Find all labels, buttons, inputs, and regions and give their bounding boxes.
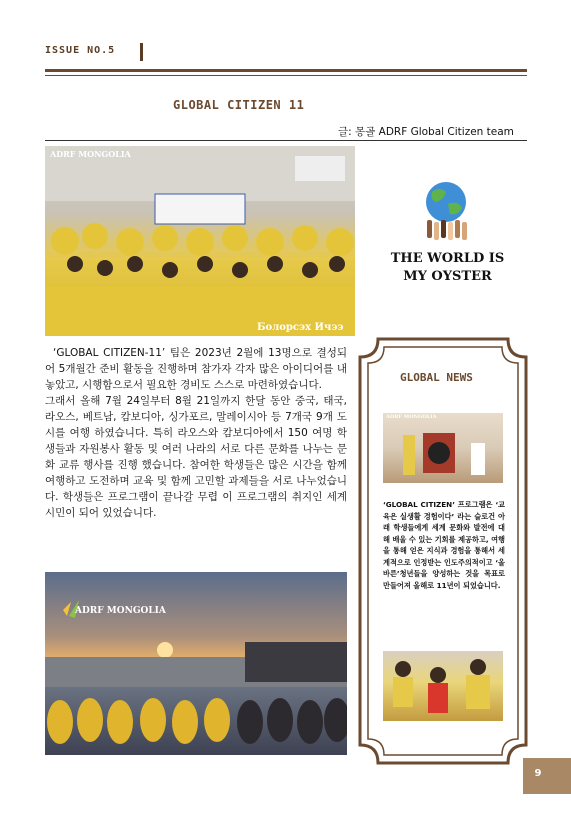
news-photo-1 — [383, 413, 503, 483]
news-photo-2-illustration — [383, 651, 503, 721]
top-rule-thin — [45, 75, 527, 76]
photo-watermark: ADRF MONGOLIA — [50, 149, 131, 159]
article-paragraph-1: ‘GLOBAL CITIZEN-11’ 팀은 2023년 2월에 13명으로 결성되어 5개월간 준비 활동을 진행하며 참가자 각자 많은 아이디어를 내놓았고, 시행함으로서 필요한 경비도 스스로 마련하였습니다. — [45, 347, 347, 391]
news-text: ‘GLOBAL CITIZEN’ 프로그램은 ‘교육은 실생활 경험이다’ 라는 슬로건 아래 학생들에게 세계 문화와 발전에 대해 배울 수 있는 기회를 제공하고, 여행을 통해 얻은 지식과 경험을 통해서 세계적으로 인정받는 인도주의적이고 ‘올바른’청년들을 양성하는 것을 목표로 만들어져 올해로 11년이 되었습니다. — [383, 500, 505, 590]
photo-watermark: ADRF MONGOLIA — [75, 606, 166, 616]
byline-rule — [45, 140, 527, 141]
news-title: GLOBAL NEWS — [400, 371, 473, 384]
news-photo-2 — [383, 651, 503, 721]
page-number: 9 — [534, 768, 542, 779]
article-body — [45, 345, 347, 521]
article-title: GLOBAL CITIZEN 11 — [173, 98, 305, 112]
news-photo-1-illustration — [383, 413, 503, 483]
top-rule-thick — [45, 69, 527, 72]
motto: THE WORLD IS MY OYSTER — [390, 251, 505, 284]
issue-divider — [140, 43, 143, 61]
sunset-photo — [45, 572, 347, 755]
photo-watermark: ADRF MONGOLIA — [386, 414, 437, 420]
group-photo — [45, 146, 355, 336]
globe-hands-icon — [418, 178, 474, 242]
issue-label: ISSUE NO.5 — [45, 45, 116, 56]
group-photo-illustration — [45, 146, 355, 336]
photo-caption: Болорсэх Ичээ — [257, 322, 344, 333]
article-paragraph-2: 그래서 올해 7월 24일부터 8월 21일까지 한달 동안 중국, 태국, 라오스, 베트남, 캄보디아, 싱가포르, 말레이시아 등 7개국 9개 도시를 여행 하였습니다. 특히 라오스와 캄보디아에서 150 여명 학생들과 자원봉사 활동 및 여러 나라의 서로 다른 문화를 나누는 문화 교류 행사를 진행 했습니다. 참여한 학생들은 많은 시간을 함께 여행하고 도전하며 교육 및 함께 고민할 과제들을 서로 나누었습니다. 학생들은 프로그램이 끝나갈 무렵 이 프로그램의 취지인 세계 시민이 되어 있었습니다. — [45, 395, 347, 519]
sunset-photo-illustration — [45, 572, 347, 755]
article-byline: 글: 몽골 ADRF Global Citizen team — [338, 126, 514, 138]
